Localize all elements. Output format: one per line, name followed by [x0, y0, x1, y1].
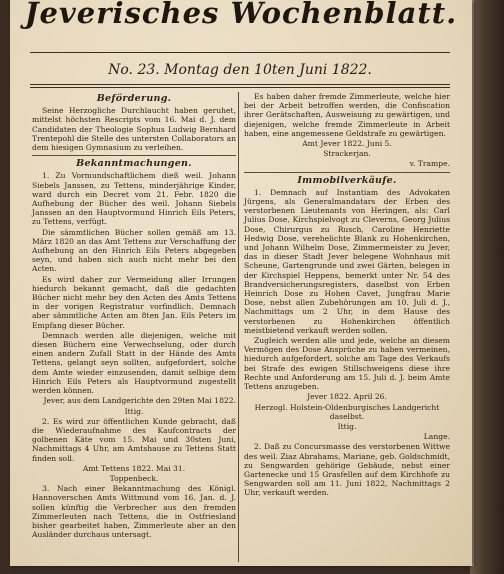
continued-sign-date: Amt Jever 1822. Juni 5. [302, 139, 392, 149]
announcement-1b: Die sämmtlichen Bücher sollen gemäß am 13. März 1820 an das Amt Tettens zur Verschaffung der Aufhebung an den Hinrich Eils Peters abgegeben seyn, und haben sich auch nicht mehr bei den Acten. [32, 227, 236, 274]
issue-line: No. 23. Montag den 10ten Juni 1822. [108, 62, 372, 78]
signature-name-2: Toppenbeck. [109, 473, 159, 483]
property-sale-1b: Zugleich werden alle und jede, welche an diesem Vermögen des Dose Ansprüche zu haben vermeinen, hiedurch aufgefordert, solche am Tage des Verkaufs bei Strafe des ewigen Stillschweigens diese ihre Rechte und Anforderung am 15. Juli d. J. beim Amte Tettens anzugeben. [244, 336, 450, 392]
announcement-1a: 1. Zu Vormundschaftlichem dieß weil. Johann Siebels Janssen, zu Tettens, minderjährige Kinder, ward durch ein Decret vom 21. Febr. 1820 die Aufhebung der Bücher des weil. Johann Siebels Janssen an den Hauptvormund Hinrich Eils Peters, zu Tettens, verfügt. [32, 171, 236, 227]
header-rule-bottom [30, 84, 450, 85]
promotion-text: Seine Herzogliche Durchlaucht haben geruhet, mittelst höchsten Rescripts vom 16. Mai d. J. dem Candidaten der Theologie Sophus Ludwig Bernhard Trentepohl die Stelle des untersten Collaborators an dem hiesigen Gymnasium zu verleihen. [32, 106, 236, 153]
continued-sign-name: Strackerjan. [323, 149, 371, 159]
property-sign-court: Herzogl. Holstein-Oldenburgisches Landgericht daselbst. [254, 402, 440, 421]
left-column [32, 92, 236, 540]
signature-place-date: Jever, aus dem Landgerichte den 29ten Mai 1822. [43, 396, 236, 406]
section-separator [32, 155, 236, 156]
property-sale-1: 1. Demnach auf Instantiam des Advokaten Jürgens, als Generalmandatars der Erben des verstorbenen Lieutenants von Heringen, als: Carl Julius Dose, Kirchspielvogt zu Cleverns, Georg Julius Dose, Chirurgus zu Rusch, Caroline Henriette Hedwig Dose, verehelichte Blank zu Hohenkirchen, und Johann Wilhelm Dose, Zimmermeister zu Jever, das in dieser Stadt Jever belegene Wohnhaus mit Scheune, Gartengrunde und zwei Gärten, belegen in der Kirchspiel Heppens, bemerkt unter Nr. 54 des Brandversicherungsregisters, daselbst von Erben Heinrich Dose zu Hohen Cavet, Jungfrau Marie Dose, nebst allen Zubehörungen am 10. Juli d. J., Nachmittags um 2 Uhr, in dem Hause des verstorbenen zu Hohenkirchen öffentlich meistbietend verkauft werden sollen. [244, 187, 450, 335]
header-rule-top [30, 52, 450, 53]
column-divider [238, 92, 239, 562]
section-separator-right [244, 172, 450, 173]
newspaper-page [10, 0, 472, 566]
property-sign-date: Jever 1822. April 26. [307, 392, 387, 402]
continued-text: Es haben daher fremde Zimmerleute, welche hier bei der Arbeit betroffen werden, die Confiscation ihrer Gerätschaften, Ausweisung zu gewärtigen, und diejenigen, welche fremde Zimmerleute in Arbeit haben, eine angemessene Geldstrafe zu gewärtigen. [244, 92, 450, 138]
signature-place-date-2: Amt Tettens 1822. Mai 31. [82, 463, 186, 473]
announcement-1c: Es wird daher zur Vermeidung aller Irrungen hiedurch bekannt gemacht, daß die gedachten Bücher nicht mehr bey den Acten des Amts Tettens in der vorigen Registratur vorfindlich. Demnach aber sämmtliche Acten am 8ten Jan. Eils Peters im Empfang dieser Bücher. [32, 274, 236, 330]
property-sale-2: 2. Daß zu Concursmasse des verstorbenen Wittwe des weil. Ziaz Abrahams, Mariane, geb. Goldschmidt, zu Sengwarden gehörige Gebäude, nebst einer Gartenecke und 15 Grasfellen auf dem Kirchhofe zu Sengwarden soll am 11. Juni 1822, Nachmittags 2 Uhr, verkauft werden. [244, 442, 450, 498]
continued-sign-name-2: v. Trampe. [409, 159, 450, 169]
announcement-1d: Demnach werden alle diejenigen, welche mit diesen Büchern eine Verwechselung, oder durch einen andern Zufall Statt in der Hände des Amts Tettens, gelangt seyn sollten, aufgefordert, solche dem Amte wieder einzusenden, damit selbige dem Hinrich Eils Peters als Hauptvormund zugestellt werden können. [32, 330, 236, 396]
section-title-announcements: Bekanntmachungen. [76, 158, 192, 170]
property-sign-name: Ittig. [337, 421, 357, 431]
section-title-property-sales: Immobilverkäufe. [297, 174, 397, 186]
masthead-title: Jeverisches Wochenblatt. [24, 0, 458, 30]
right-column [244, 92, 450, 499]
announcement-2: 2. Es wird zur öffentlichen Kunde gebracht, daß die Wiederaufnahme des Kaufcontracts der golbenen Käte vom 15. Mai und 30sten Juni, Nachmittags 4 Uhr, am Amtshause zu Tettens Statt finden soll. [32, 416, 236, 463]
header-rule-double [30, 87, 450, 88]
property-sign-name-2: Lange. [423, 432, 450, 442]
book-spine [470, 0, 504, 574]
announcement-3: 3. Nach einer Bekanntmachung des Königl. Hannoverschen Amts Wittmund vom 16. Jan. d. J. sollen künftig die Verbrecher aus den fremden Zimmerleuten nach Tettens, die in Ostfriesland bisher gearbeitet haben, Zimmerleute aber an den Ausländer durchaus untersagt. [32, 484, 236, 540]
section-title-promotion: Beförderung. [96, 93, 172, 104]
signature-name: Ittig. [124, 406, 144, 416]
